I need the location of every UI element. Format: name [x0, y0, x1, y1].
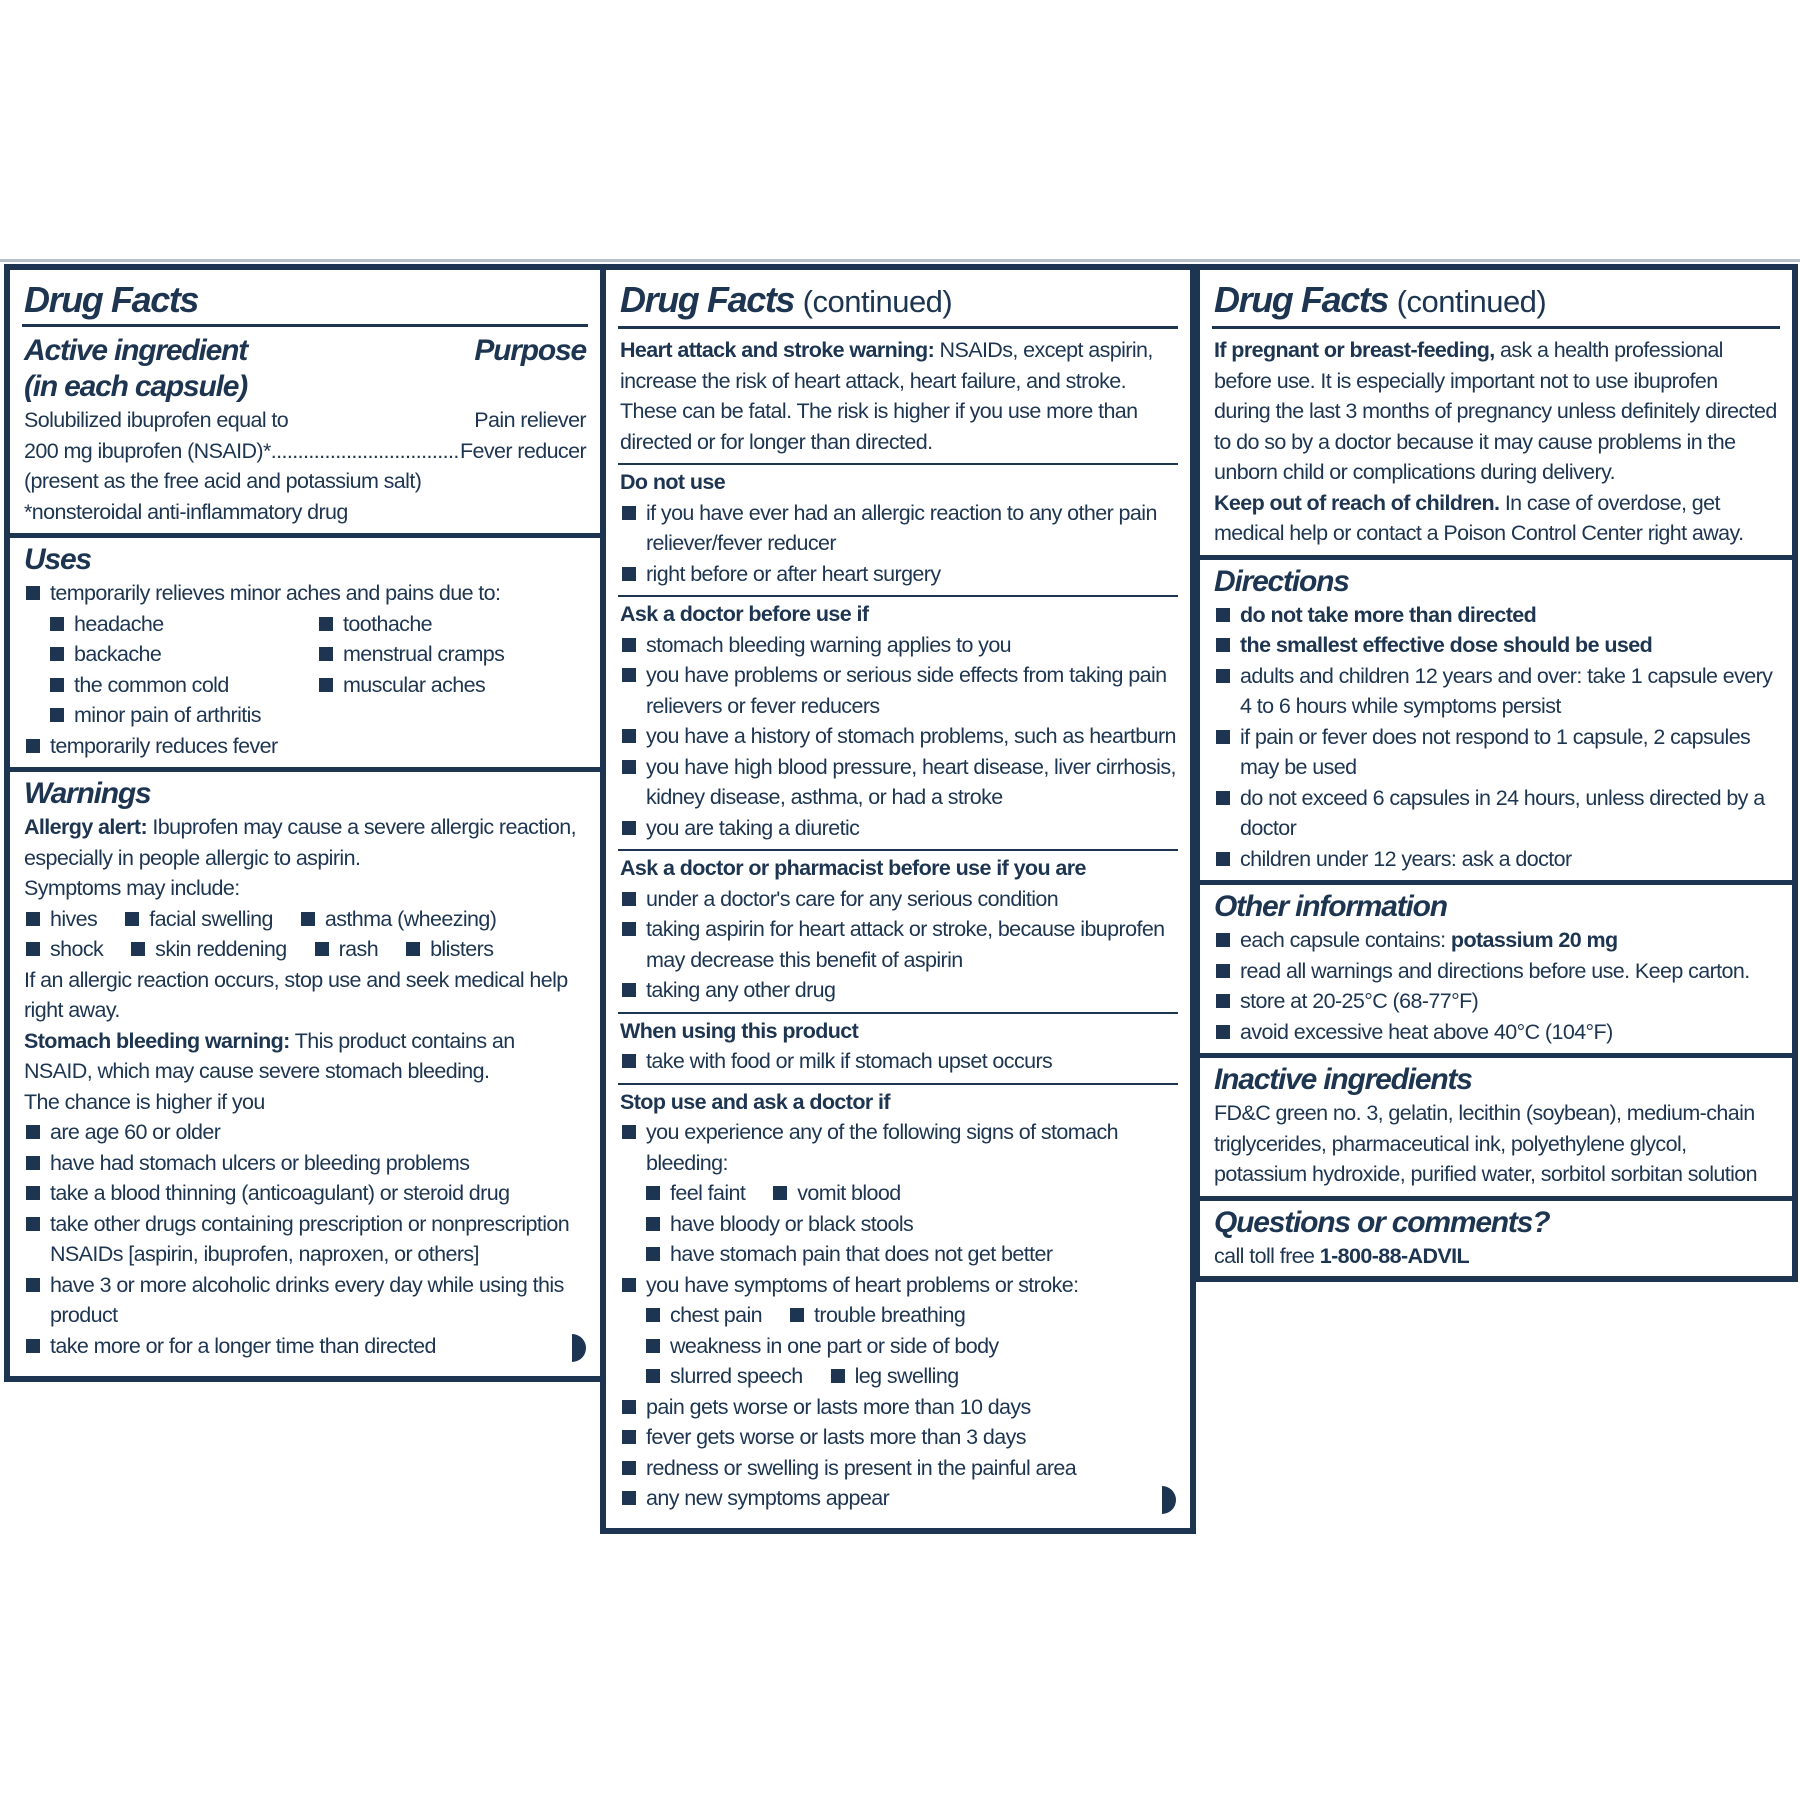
panel-title: Drug Facts (continued): [620, 279, 953, 320]
top-divider: [0, 259, 1800, 262]
list-item: read all warnings and directions before use. Keep carton.: [1214, 956, 1778, 987]
title-rule: [22, 324, 588, 327]
list-item: toothache: [317, 609, 586, 640]
inactive-ingredients-header: Inactive ingredients: [1214, 1063, 1472, 1096]
questions-header: Questions or comments?: [1214, 1205, 1550, 1239]
when-using-section: [618, 1012, 1178, 1077]
bullet-icon: [1216, 608, 1230, 622]
list-item: headache: [48, 609, 317, 640]
list-item: you have high blood pressure, heart disease, liver cirrhosis, kidney disease, asthma, or had a stroke: [620, 752, 1176, 813]
inactive-ingredients-text: FD&C green no. 3, gelatin, lecithin (soybean), medium-chain triglycerides, pharmaceutical ink, polyethylene glycol, potassium hydroxide, purified water, sorbitol sorbitan solution: [1214, 1101, 1758, 1186]
list-item: taking any other drug: [620, 975, 1176, 1006]
stop-use-section: [618, 1083, 1178, 1514]
when-using-header: When using this product: [620, 1018, 859, 1043]
bullet-icon: [831, 1369, 845, 1383]
bullet-icon: [1216, 730, 1230, 744]
list-item: backache: [48, 639, 317, 670]
bullet-icon: [622, 892, 636, 906]
bullet-icon: [315, 942, 329, 956]
bullet-icon: [622, 1491, 636, 1505]
list-item: take other drugs containing prescription or nonprescription NSAIDs [aspirin, ibuprofen, naproxen, or others]: [24, 1209, 586, 1270]
bullet-icon: [1216, 933, 1230, 947]
list-item: fever gets worse or lasts more than 3 days: [620, 1422, 1176, 1453]
active-line-1: Solubilized ibuprofen equal to Pain reliever: [24, 408, 586, 432]
stop-use-header: Stop use and ask a doctor if: [620, 1089, 890, 1114]
list-item: temporarily relieves minor aches and pains due to:: [24, 578, 586, 609]
keep-out-of-reach: Keep out of reach of children. In case of overdose, get medical help or contact a Poison Control Center right away.: [1214, 490, 1744, 545]
list-item: pain gets worse or lasts more than 10 days: [620, 1392, 1176, 1423]
list-item: asthma (wheezing): [299, 904, 496, 935]
directions-header: Directions: [1214, 564, 1349, 598]
bullet-icon: [50, 617, 64, 631]
bullet-icon: [646, 1217, 660, 1231]
bullet-icon: [406, 942, 420, 956]
symptoms-intro: Symptoms may include:: [24, 876, 240, 900]
questions-contact: call toll free 1-800-88-ADVIL: [1214, 1243, 1470, 1268]
bleeding-signs-row: [644, 1178, 1176, 1209]
symptoms-row: [24, 934, 586, 965]
symptoms-row: [24, 904, 586, 935]
bullet-icon: [622, 922, 636, 936]
list-item: take more or for a longer time than directed: [24, 1331, 586, 1362]
bullet-icon: [790, 1308, 804, 1322]
inactive-ingredients-section: [1200, 1053, 1792, 1190]
ask-pharmacist-header: Ask a doctor or pharmacist before use if you are: [620, 856, 1086, 880]
bullet-icon: [646, 1186, 660, 1200]
heart-signs-row: [644, 1361, 1176, 1392]
list-item: store at 20-25°C (68-77°F): [1214, 986, 1778, 1017]
list-item: take with food or milk if stomach upset occurs: [620, 1046, 1176, 1077]
drug-facts-panel-1: [4, 264, 606, 1382]
list-item: you experience any of the following signs of stomach bleeding:: [620, 1117, 1176, 1178]
pregnancy-warning: If pregnant or breast-feeding, ask a health professional before use. It is especially important not to use ibuprofen during the last 3 months of pregnancy unless definitely directed to do so by a doctor because it may cause problems in the unborn child or complications during delivery.: [1214, 338, 1777, 484]
list-item: each capsule contains: potassium 20 mg: [1214, 925, 1778, 956]
leader-dots: [271, 436, 460, 467]
list-item: avoid excessive heat above 40°C (104°F): [1214, 1017, 1778, 1048]
bullet-icon: [622, 506, 636, 520]
list-item: skin reddening: [129, 934, 286, 965]
bullet-icon: [622, 729, 636, 743]
bullet-icon: [646, 1339, 660, 1353]
list-item: adults and children 12 years and over: take 1 capsule every 4 to 6 hours while symptoms persist: [1214, 661, 1778, 722]
other-information-header: Other information: [1214, 890, 1447, 923]
chance-intro: The chance is higher if you: [24, 1089, 265, 1114]
active-note: (present as the free acid and potassium salt): [24, 469, 422, 493]
do-not-use-header: Do not use: [620, 470, 726, 494]
list-item: weakness in one part or side of body: [644, 1331, 1176, 1362]
bullet-icon: [1216, 791, 1230, 805]
questions-section: [1200, 1196, 1792, 1272]
ask-pharmacist-section: [618, 849, 1178, 1006]
allergy-stop-text: If an allergic reaction occurs, stop use and seek medical help right away.: [24, 967, 568, 1022]
bullet-icon: [622, 821, 636, 835]
bullet-icon: [1216, 852, 1230, 866]
bullet-icon: [646, 1369, 660, 1383]
bullet-icon: [26, 1186, 40, 1200]
bullet-icon: [26, 1217, 40, 1231]
bullet-icon: [622, 1400, 636, 1414]
list-item: redness or swelling is present in the painful area: [620, 1453, 1176, 1484]
bullet-icon: [622, 1461, 636, 1475]
bullet-icon: [131, 942, 145, 956]
other-information-section: [1200, 880, 1792, 1047]
heart-signs-row: [644, 1300, 1176, 1331]
bullet-icon: [622, 668, 636, 682]
uses-section: [10, 533, 600, 761]
bullet-icon: [1216, 638, 1230, 652]
bullet-icon: [319, 678, 333, 692]
active-ingredient-subheader: (in each capsule): [24, 370, 248, 403]
list-item: any new symptoms appear: [620, 1483, 1176, 1514]
bullet-icon: [319, 647, 333, 661]
list-item: hives: [24, 904, 97, 935]
bullet-icon: [26, 1339, 40, 1353]
bullet-icon: [1216, 1025, 1230, 1039]
list-item: children under 12 years: ask a doctor: [1214, 844, 1778, 875]
bullet-icon: [622, 567, 636, 581]
bullet-icon: [622, 760, 636, 774]
warnings-section: [10, 767, 600, 1361]
panel-title: Drug Facts: [24, 279, 199, 320]
drug-facts-panel-3: [1194, 264, 1798, 1282]
bullet-icon: [26, 912, 40, 926]
list-item: feel faint: [644, 1178, 745, 1209]
list-item: muscular aches: [317, 670, 586, 701]
list-item: have had stomach ulcers or bleeding problems: [24, 1148, 586, 1179]
do-not-use-section: [618, 463, 1178, 589]
bullet-icon: [773, 1186, 787, 1200]
list-item: have 3 or more alcoholic drinks every day while using this product: [24, 1270, 586, 1331]
bullet-icon: [50, 678, 64, 692]
bullet-icon: [646, 1308, 660, 1322]
active-ingredient-header: Active ingredient: [24, 334, 247, 367]
bullet-icon: [1216, 964, 1230, 978]
list-item: you are taking a diuretic: [620, 813, 1176, 844]
list-item: have bloody or black stools: [644, 1209, 1176, 1240]
bullet-icon: [622, 1278, 636, 1292]
bullet-icon: [301, 912, 315, 926]
list-item: the smallest effective dose should be used: [1214, 630, 1778, 661]
title-rule: [1212, 326, 1780, 329]
list-item: if you have ever had an allergic reaction to any other pain reliever/fever reducer: [620, 498, 1176, 559]
list-item: have stomach pain that does not get better: [644, 1239, 1176, 1270]
list-item: blisters: [404, 934, 493, 965]
list-item: if pain or fever does not respond to 1 capsule, 2 capsules may be used: [1214, 722, 1778, 783]
ask-doctor-header: Ask a doctor before use if: [620, 602, 869, 626]
warnings-header: Warnings: [24, 777, 151, 810]
panel-title: Drug Facts (continued): [1214, 279, 1547, 320]
uses-list: [48, 609, 586, 701]
list-item: are age 60 or older: [24, 1117, 586, 1148]
list-item: menstrual cramps: [317, 639, 586, 670]
list-item: right before or after heart surgery: [620, 559, 1176, 590]
drug-facts-panel-2: [600, 264, 1196, 1534]
bullet-icon: [622, 1430, 636, 1444]
stomach-bleeding-warning: Stomach bleeding warning: This product contains an NSAID, which may cause severe stomach bleeding.: [24, 1028, 515, 1083]
directions-section: [1200, 555, 1792, 875]
bullet-icon: [1216, 994, 1230, 1008]
list-item: minor pain of arthritis: [48, 700, 586, 731]
list-item: do not take more than directed: [1214, 600, 1778, 631]
list-item: temporarily reduces fever: [24, 731, 586, 762]
bullet-icon: [622, 1054, 636, 1068]
list-item: trouble breathing: [788, 1300, 965, 1331]
uses-header: Uses: [24, 543, 91, 576]
title-rule: [618, 326, 1178, 329]
bullet-icon: [26, 739, 40, 753]
bullet-icon: [622, 638, 636, 652]
bullet-icon: [26, 942, 40, 956]
list-item: taking aspirin for heart attack or stroke, because ibuprofen may decrease this benefit of aspirin: [620, 914, 1176, 975]
bullet-icon: [26, 1278, 40, 1292]
bullet-icon: [26, 1156, 40, 1170]
list-item: you have a history of stomach problems, such as heartburn: [620, 721, 1176, 752]
list-item: the common cold: [48, 670, 317, 701]
heart-attack-warning: Heart attack and stroke warning: NSAIDs, except aspirin, increase the risk of heart attack, heart failure, and stroke. These can be fatal. The risk is higher if you use more than directed or for longer than directed.: [620, 338, 1153, 454]
bullet-icon: [319, 617, 333, 631]
list-item: under a doctor's care for any serious condition: [620, 884, 1176, 915]
list-item: rash: [313, 934, 378, 965]
list-item: leg swelling: [829, 1361, 959, 1392]
list-item: you have symptoms of heart problems or stroke:: [620, 1270, 1176, 1301]
list-item: shock: [24, 934, 103, 965]
bullet-icon: [646, 1247, 660, 1261]
bullet-icon: [26, 586, 40, 600]
bullet-icon: [125, 912, 139, 926]
list-item: facial swelling: [123, 904, 273, 935]
ask-doctor-section: [618, 595, 1178, 843]
bullet-icon: [1216, 669, 1230, 683]
list-item: vomit blood: [771, 1178, 900, 1209]
list-item: you have problems or serious side effects from taking pain relievers or fever reducers: [620, 660, 1176, 721]
bullet-icon: [622, 1125, 636, 1139]
list-item: chest pain: [644, 1300, 762, 1331]
list-item: do not exceed 6 capsules in 24 hours, unless directed by a doctor: [1214, 783, 1778, 844]
bullet-icon: [50, 647, 64, 661]
active-line-2: 200 mg ibuprofen (NSAID)* ..... Fever reducer: [24, 436, 586, 467]
purpose-header: Purpose: [474, 334, 586, 367]
bullet-icon: [622, 983, 636, 997]
active-note: *nonsteroidal anti-inflammatory drug: [24, 499, 348, 524]
active-ingredient-header-row: [24, 333, 586, 369]
list-item: take a blood thinning (anticoagulant) or steroid drug: [24, 1178, 586, 1209]
list-item: slurred speech: [644, 1361, 803, 1392]
bullet-icon: [26, 1125, 40, 1139]
list-item: stomach bleeding warning applies to you: [620, 630, 1176, 661]
bullet-icon: [50, 708, 64, 722]
allergy-alert: Allergy alert: Ibuprofen may cause a severe allergic reaction, especially in people allergic to aspirin.: [24, 815, 576, 870]
